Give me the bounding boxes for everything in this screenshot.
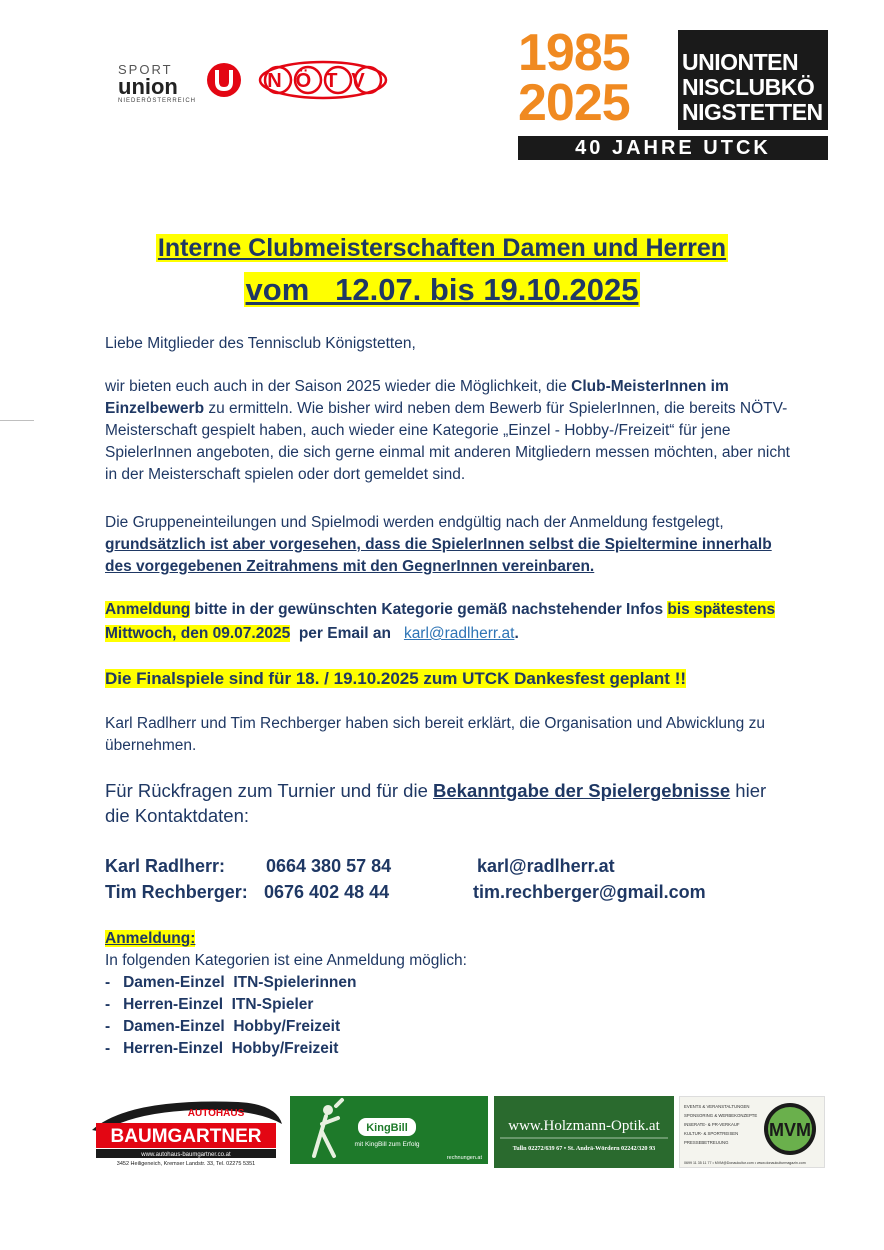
greeting: Liebe Mitglieder des Tennisclub Königstetten, xyxy=(105,335,416,352)
autohaus-top-text: AUTOHAUS xyxy=(187,1108,245,1119)
p3-email-link[interactable]: karl@radlherr.at xyxy=(403,625,515,642)
paragraph-1 xyxy=(105,376,795,486)
sportunion-u-icon xyxy=(206,62,242,98)
paragraph-4: Karl Radlherr und Tim Rechberger haben sich bereit erklärt, die Organisation und Abwicklung zu übernehmen. xyxy=(105,715,765,754)
sponsor-holzmann-optik xyxy=(494,1096,674,1168)
holzmann-graphic xyxy=(494,1096,674,1168)
title-line-1 xyxy=(0,234,884,263)
sportunion-sport-text: SPORT xyxy=(118,62,173,77)
paragraph-2 xyxy=(105,512,795,578)
sportunion-union-text: union xyxy=(118,74,178,99)
p2-text-a: Die Gruppeneinteilungen und Spielmodi werden endgültig nach der Anmeldung festgelegt, xyxy=(105,514,724,531)
finals-note xyxy=(105,668,795,690)
sponsor-mvm xyxy=(679,1096,825,1168)
paragraph-5 xyxy=(105,778,795,828)
title-line-1-text: Interne Clubmeisterschaften Damen und Herren xyxy=(157,234,727,262)
mvm-logo-text: MVM xyxy=(769,1120,811,1140)
category-item: - Herren-Einzel Hobby/Freizeit xyxy=(105,1040,339,1057)
registration-heading-text: Anmeldung: xyxy=(105,930,196,947)
p5-text-c: hier die Kontaktdaten: xyxy=(105,780,767,826)
autohaus-url-text: www.autohaus-baumgartner.co.at xyxy=(141,1152,231,1158)
contact-1-email[interactable]: karl@radlherr.at xyxy=(477,856,615,876)
sponsor-kingbill xyxy=(290,1096,488,1164)
anniversary-logo xyxy=(518,24,830,160)
sportunion-logo xyxy=(118,62,248,106)
sponsor-autohaus-baumgartner xyxy=(88,1096,284,1168)
title-line-2-text: vom 12.07. bis 19.10.2025 xyxy=(245,272,639,307)
mvm-line: SPONSORING & WERBEKONZEPTE xyxy=(684,1113,758,1118)
sportunion-sub-text: NIEDERÖSTERREICH xyxy=(118,98,197,104)
category-item: - Damen-Einzel ITN-Spielerinnen xyxy=(105,974,357,991)
anniversary-banner: 40 JAHRE UTCK xyxy=(518,136,828,160)
registration-section xyxy=(105,928,795,1060)
club-lettering: UNIONTEN NISCLUBKÖ NIGSTETTEN xyxy=(678,30,828,130)
p1-text-bold: Club-MeisterInnen im Einzelbewerb xyxy=(105,378,729,417)
holzmann-name-text: www.Holzmann-Optik.at xyxy=(508,1118,660,1134)
category-item: - Herren-Einzel ITN-Spieler xyxy=(105,996,314,1013)
margin-mark xyxy=(0,420,34,421)
holzmann-phone-text: Tulln 02272/639 67 • St. Andrä-Wördern 02242/320 93 xyxy=(512,1145,656,1152)
p3-anmeldung: Anmeldung xyxy=(105,601,191,618)
contact-2-name: Tim Rechberger: xyxy=(105,882,248,902)
p3-deadline: bis spätestens Mittwoch, den 09.07.2025 xyxy=(105,601,776,642)
category-item: - Damen-Einzel Hobby/Freizeit xyxy=(105,1018,341,1035)
kingbill-slogan-text: mit KingBill zum Erfolg xyxy=(354,1141,420,1148)
p3-text-e: . xyxy=(514,625,519,642)
noetv-text: NÖTV xyxy=(267,70,379,92)
kingbill-name-text: KingBill xyxy=(366,1122,408,1134)
p3-text-b: bitte in der gewünschten Kategorie gemäß nachstehender Infos xyxy=(190,601,668,618)
mvm-line: EVENTS & VERANSTALTUNGEN xyxy=(684,1104,750,1109)
autohaus-name-text: BAUMGARTNER xyxy=(110,1126,262,1147)
title-line-2 xyxy=(0,272,884,308)
mvm-line: INSERATE- & PR-VERKAUF xyxy=(684,1122,740,1127)
p5-text-a: Für Rückfragen zum Turnier und für die xyxy=(105,780,434,801)
year-start: 1985 xyxy=(518,24,630,82)
p3-text-d: per Email an xyxy=(290,625,404,642)
p2-text-bold: grundsätzlich ist aber vorgesehen, dass die SpielerInnen selbst die Spieltermine innerhalb des vorgegebenen Zeitrahmens mit den GegnerInnen vereinbaren. xyxy=(105,536,772,575)
registration-intro: In folgenden Kategorien ist eine Anmeldung möglich: xyxy=(105,952,467,969)
kingbill-graphic xyxy=(290,1096,488,1164)
p5-text-bold: Bekanntgabe der Spielergebnisse xyxy=(433,780,731,801)
noetv-logo xyxy=(258,60,388,100)
kingbill-url-text: rechnungen.at xyxy=(446,1155,482,1161)
contact-2-email[interactable]: tim.rechberger@gmail.com xyxy=(473,882,706,902)
contact-1-name: Karl Radlherr: xyxy=(105,856,226,876)
finals-text: Die Finalspiele sind für 18. / 19.10.2025 zum UTCK Dankesfest geplant !! xyxy=(105,669,687,688)
registration-heading xyxy=(105,928,795,950)
p1-text-c: zu ermitteln. Wie bisher wird neben dem Bewerb für SpielerInnen, die bereits NÖTV-Meisterschaft gespielt haben, auch wieder eine Kategorie „Einzel - Hobby-/Freizeit“ für jene SpielerInnen angeboten, die sich gerne einmal mit anderen Mitgliedern messen möchten, aber nicht in der Meisterschaft spielen oder dort gemeldet sind. xyxy=(105,400,790,483)
anniversary-years xyxy=(518,24,674,132)
autohaus-address-text: 3452 Heiligeneich, Kremser Landstr. 33, Tel. 02275 5351 xyxy=(116,1161,256,1167)
contact-1-phone: 0664 380 57 84 xyxy=(266,856,392,876)
mvm-graphic xyxy=(680,1097,826,1169)
year-end: 2025 xyxy=(518,74,630,132)
mvm-line: PRESSEBETREUUNG xyxy=(684,1140,729,1145)
mvm-footer-text: 0699 11 35 11 77 • MVM@Donaukultur.com • www.donaukulturmagazin.com xyxy=(684,1161,806,1165)
p1-text-a: wir bieten euch auch in der Saison 2025 wieder die Möglichkeit, die xyxy=(105,378,572,395)
mvm-line: KULTUR- & SPORTREISEN xyxy=(684,1131,739,1136)
contact-2-phone: 0676 402 48 44 xyxy=(264,882,390,902)
paragraph-3 xyxy=(105,598,795,646)
